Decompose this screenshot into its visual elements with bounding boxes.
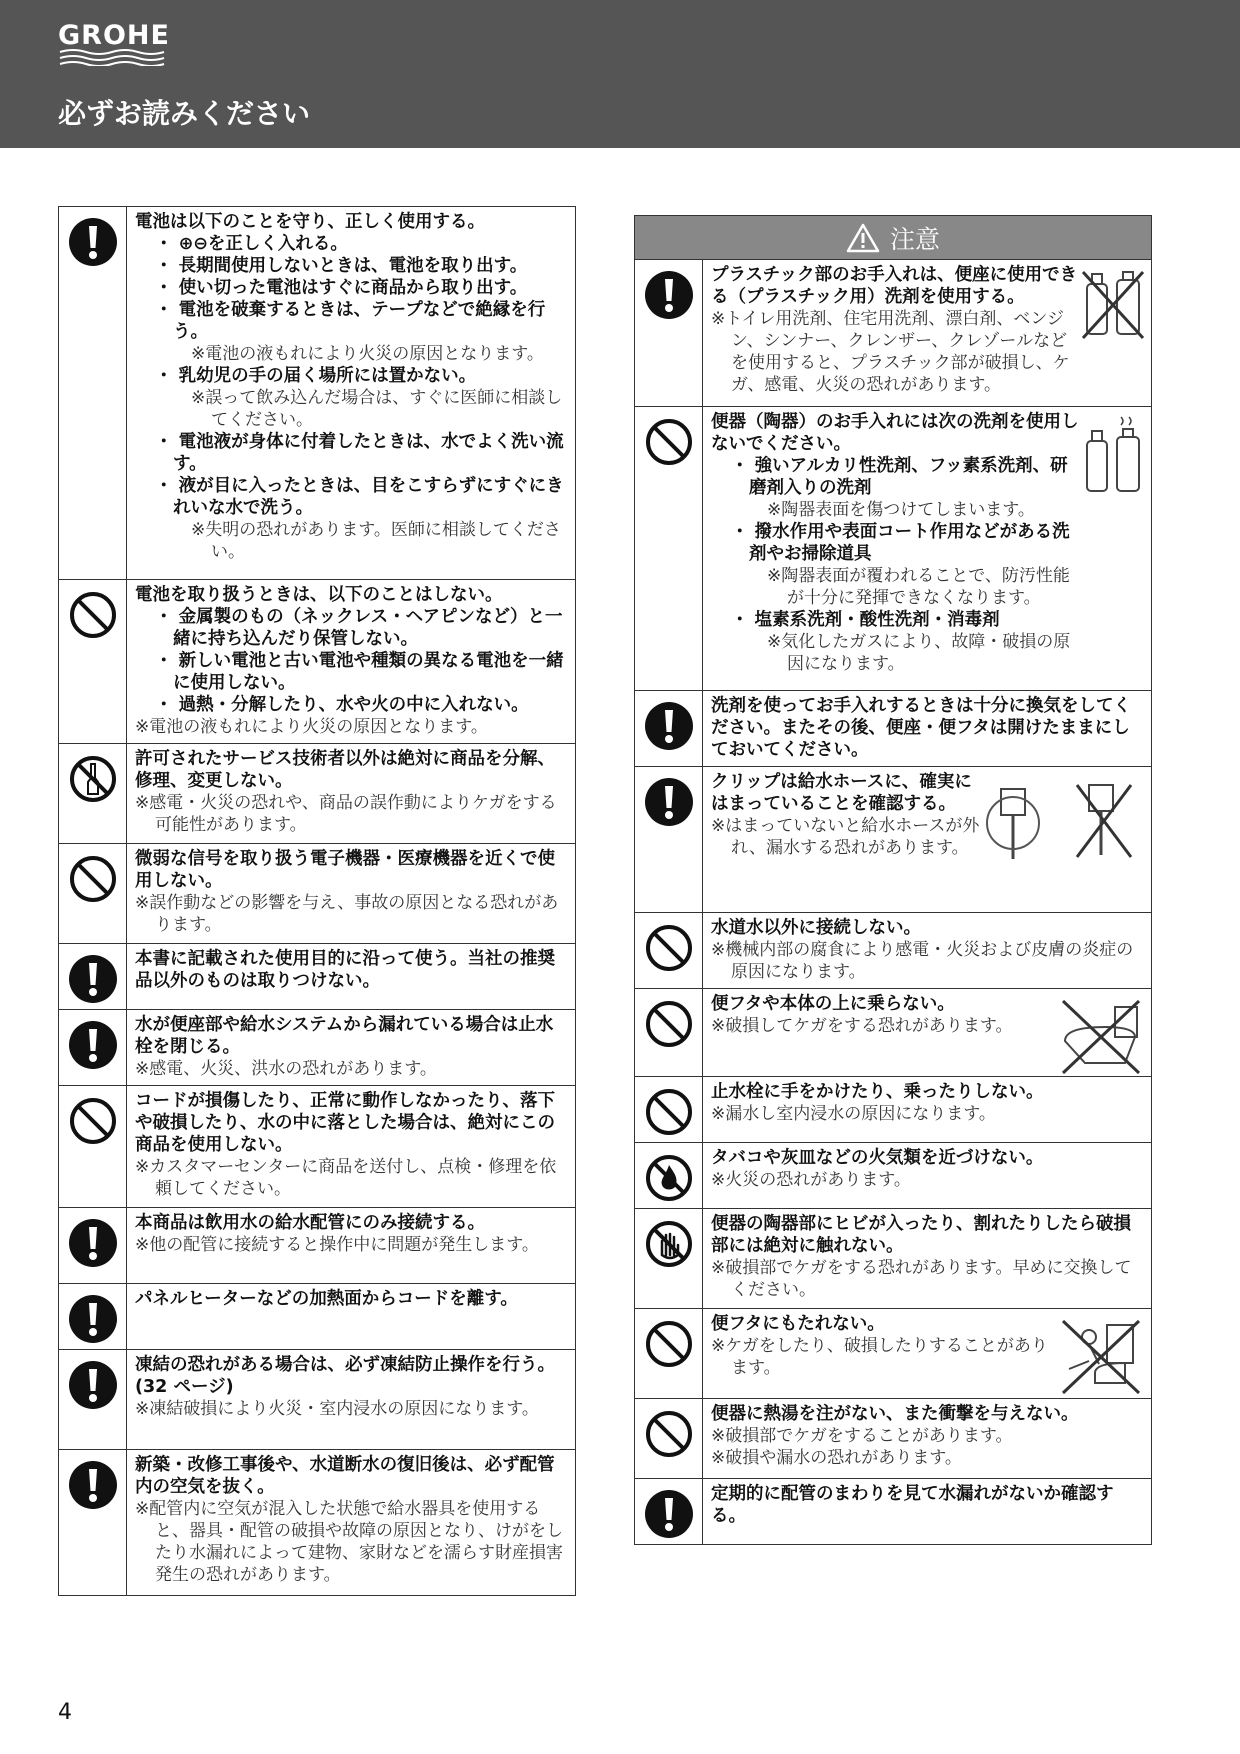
safety-row [635,1142,1151,1208]
row-text [127,1450,575,1595]
row-text [127,580,575,743]
safety-row [59,1085,575,1207]
row-text [127,1284,575,1349]
instruction-text: 電池は以下のことを守り、正しく使用する。 [135,212,485,232]
note-text: ※破損や漏水の恐れがあります。 [711,1448,962,1468]
instruction-text: コードが損傷したり、正常に動作しなかったり、落下や破損したり、水の中に落とした場合は、絶対にこの商品を使用しない。 [135,1091,555,1155]
mandatory-exclamation-icon [59,1208,127,1283]
safety-row [635,406,1151,690]
caution-triangle-icon [846,223,880,253]
mandatory-exclamation-icon [635,691,703,766]
safety-row [635,1076,1151,1142]
prohibited-icon [59,580,127,743]
cleaner-bottles-crossed-illustration [1081,268,1145,346]
instruction-text: 便器に熱湯を注がない、また衝撃を与えない。 [711,1404,1079,1424]
note-text: ※陶器表面が覆われることで、防汚性能が十分に発揮できなくなります。 [767,566,1070,608]
note-text: ※配管内に空気が混入した状態で給水器具を使用すると、器具・配管の破損や故障の原因となり、けがをしたり水漏れによって建物、家財などを濡らす財産損害発生の恐れがあります。 [135,1499,563,1585]
row-text [703,767,1151,912]
row-text [703,260,1151,406]
safety-row [59,1349,575,1449]
logo-wave-icon [58,48,166,66]
safety-row [59,1009,575,1085]
no-touch-icon [635,1209,703,1308]
note-text: ※機械内部の腐食により感電・火災および皮膚の炎症の原因になります。 [711,940,1134,982]
row-text [703,1479,1151,1544]
prohibited-icon [635,989,703,1076]
mandatory-exclamation-icon [635,260,703,406]
instruction-text: パネルヒーターなどの加熱面からコードを離す。 [135,1289,518,1309]
safety-row [59,1283,575,1349]
row-text [127,1350,575,1449]
safety-row [635,1398,1151,1478]
page-number: 4 [58,1700,72,1725]
lean-crossed-illustration [1055,1317,1145,1403]
note-text: ※気化したガスにより、故障・破損の原因になります。 [767,632,1071,674]
mandatory-exclamation-icon [59,207,127,579]
bullet-item: ・ ⊕⊖を正しく入れる。 [155,234,348,254]
instruction-text: プラスチック部のお手入れは、便座に使用できる（プラスチック用）洗剤を使用する。 [711,265,1078,307]
instruction-text: クリップは給水ホースに、確実にはまっていることを確認する。 [711,772,972,814]
row-text [127,1086,575,1207]
note-text: ※感電・火災の恐れや、商品の誤作動によりケガをする可能性があります。 [135,793,557,835]
bullet-item: ・ 乳幼児の手の届く場所には置かない。 [155,366,477,386]
instruction-text: タバコや灰皿などの火気類を近づけない。 [711,1148,1044,1168]
note-text: ※はまっていないと給水ホースが外れ、漏水する恐れがあります。 [711,816,980,858]
mandatory-exclamation-icon [59,944,127,1009]
bullet-item: ・ 電池を破棄するときは、テープなどで絶縁を行う。 [155,300,546,342]
row-text [703,913,1151,988]
note-text: ※トイレ用洗剤、住宅用洗剤、漂白剤、ベンジン、シンナー、クレンザー、クレゾールなどを使用すると、プラスチック部が破損し、ケガ、感電、火災の恐れがあります。 [711,309,1070,395]
instruction-text: 洗剤を使ってお手入れするときは十分に換気をしてください。またその後、便座・便フタは開けたままにしておいてください。 [711,696,1131,760]
bullet-item: ・ 塩素系洗剤・酸性洗剤・消毒剤 [731,610,1000,630]
instruction-text: 凍結の恐れがある場合は、必ず凍結防止操作を行う。(32 ページ) [135,1355,555,1397]
mandatory-exclamation-icon [59,1010,127,1085]
page-title: 必ずお読みください [58,97,311,130]
prohibited-icon [635,407,703,690]
mandatory-exclamation-icon [59,1450,127,1595]
safety-row [635,260,1151,406]
note-text: ※電池の液もれにより火災の原因となります。 [191,344,544,364]
bullet-item: ・ 液が目に入ったときは、目をこすらずにすぐにきれいな水で洗う。 [155,476,564,518]
note-text: ※カスタマーセンターに商品を送付し、点検・修理を依頼してください。 [135,1157,557,1199]
safety-row [59,579,575,743]
caution-header [635,216,1151,260]
prohibited-icon [635,913,703,988]
row-text [127,744,575,843]
instruction-text: 微弱な信号を取り扱う電子機器・医療機器を近くで使用しない。 [135,849,555,891]
note-text: ※凍結破損により火災・室内浸水の原因になります。 [135,1399,539,1419]
caution-title: 注意 [889,224,940,254]
prohibited-icon [635,1399,703,1478]
row-text [703,691,1151,766]
bullet-item: ・ 撥水作用や表面コート作用などがある洗剤やお掃除道具 [731,522,1070,564]
instruction-text: 電池を取り扱うときは、以下のことはしない。 [135,585,503,605]
note-text: ※感電、火災、洪水の恐れがあります。 [135,1059,437,1079]
note-text: ※電池の液もれにより火災の原因となります。 [135,717,488,737]
note-text: ※他の配管に接続すると操作中に問題が発生します。 [135,1235,539,1255]
prohibited-icon [59,1086,127,1207]
instruction-text: 便フタや本体の上に乗らない。 [711,994,955,1014]
safety-row [59,743,575,843]
safety-row [59,843,575,943]
instruction-text: 止水栓に手をかけたり、乗ったりしない。 [711,1082,1044,1102]
row-text [703,407,1151,690]
note-text: ※ケガをしたり、破損したりすることがあります。 [711,1336,1048,1378]
note-text: ※誤って飲み込んだ場合は、すぐに医師に相談してください。 [191,388,563,430]
safety-row [59,207,575,579]
instruction-text: 水が便座部や給水システムから漏れている場合は止水栓を閉じる。 [135,1015,554,1057]
safety-row [635,690,1151,766]
row-text [703,1399,1151,1478]
safety-row [59,1449,575,1595]
row-text [127,1208,575,1283]
note-text: ※破損部でケガをする恐れがあります。早めに交換してください。 [711,1258,1132,1300]
bullet-item: ・ 新しい電池と古い電池や種類の異なる電池を一緒に使用しない。 [155,651,564,693]
no-disassembly-icon [59,744,127,843]
safety-row [635,912,1151,988]
note-text: ※誤作動などの影響を与え、事故の原因となる恐れがあります。 [135,893,559,935]
cleaner-bottles-illustration [1081,415,1145,501]
safety-row [59,1207,575,1283]
instruction-text: 便器（陶器）のお手入れには次の洗剤を使用しないでください。 [711,412,1079,454]
no-fire-icon [635,1143,703,1208]
safety-row [635,988,1151,1076]
note-text: ※破損部でケガをすることがあります。 [711,1426,1013,1446]
brand-logo: GROHE [58,20,170,51]
bullet-item: ・ 長期間使用しないときは、電池を取り出す。 [155,256,528,276]
instruction-text: 便器の陶器部にヒビが入ったり、割れたりしたら破損部には絶対に触れない。 [711,1214,1131,1256]
instruction-text: 新築・改修工事後や、水道断水の復旧後は、必ず配管内の空気を抜く。 [135,1455,555,1497]
mandatory-exclamation-icon [59,1284,127,1349]
warning-table-left [58,206,576,1596]
row-text [703,989,1151,1076]
mandatory-exclamation-icon [635,767,703,912]
row-text [127,944,575,1009]
bullet-item: ・ 強いアルカリ性洗剤、フッ素系洗剤、研磨剤入りの洗剤 [731,456,1068,498]
row-text [127,844,575,943]
toilet-stand-crossed-illustration [1055,997,1145,1083]
bullet-item: ・ 使い切った電池はすぐに商品から取り出す。 [155,278,528,298]
bullet-item: ・ 金属製のもの（ネックレス・ヘアピンなど）と一緒に持ち込んだり保管しない。 [155,607,563,649]
instruction-text: 本書に記載された使用目的に沿って使う。当社の推奨品以外のものは取りつけない。 [135,949,555,991]
instruction-text: 許可されたサービス技術者以外は絶対に商品を分解、修理、変更しない。 [135,749,555,791]
row-text [703,1077,1151,1142]
prohibited-icon [635,1309,703,1398]
safety-row [635,1308,1151,1398]
safety-row [635,766,1151,912]
mandatory-exclamation-icon [59,1350,127,1449]
row-text [127,207,575,579]
note-text: ※火災の恐れがあります。 [711,1170,911,1190]
note-text: ※破損してケガをする恐れがあります。 [711,1016,1013,1036]
safety-row [635,1208,1151,1308]
page-header [0,0,1240,148]
row-text [703,1209,1151,1308]
row-text [703,1143,1151,1208]
note-text: ※陶器表面を傷つけてしまいます。 [767,500,1035,520]
safety-row [635,1478,1151,1544]
note-text: ※失明の恐れがあります。医師に相談してください。 [191,520,561,562]
prohibited-icon [59,844,127,943]
mandatory-exclamation-icon [635,1479,703,1544]
bullet-item: ・ 過熱・分解したり、水や火の中に入れない。 [155,695,529,715]
hose-clip-illustration [985,775,1145,871]
row-text [127,1010,575,1085]
instruction-text: 水道水以外に接続しない。 [711,918,921,938]
prohibited-icon [635,1077,703,1142]
instruction-text: 便フタにもたれない。 [711,1314,885,1334]
note-text: ※漏水し室内浸水の原因になります。 [711,1104,996,1124]
bullet-item: ・ 電池液が身体に付着したときは、水でよく洗い流す。 [155,432,564,474]
caution-table-right [634,215,1152,1545]
instruction-text: 本商品は飲用水の給水配管にのみ接続する。 [135,1213,485,1233]
instruction-text: 定期的に配管のまわりを見て水漏れがないか確認する。 [711,1484,1114,1526]
row-text [703,1309,1151,1398]
safety-row [59,943,575,1009]
